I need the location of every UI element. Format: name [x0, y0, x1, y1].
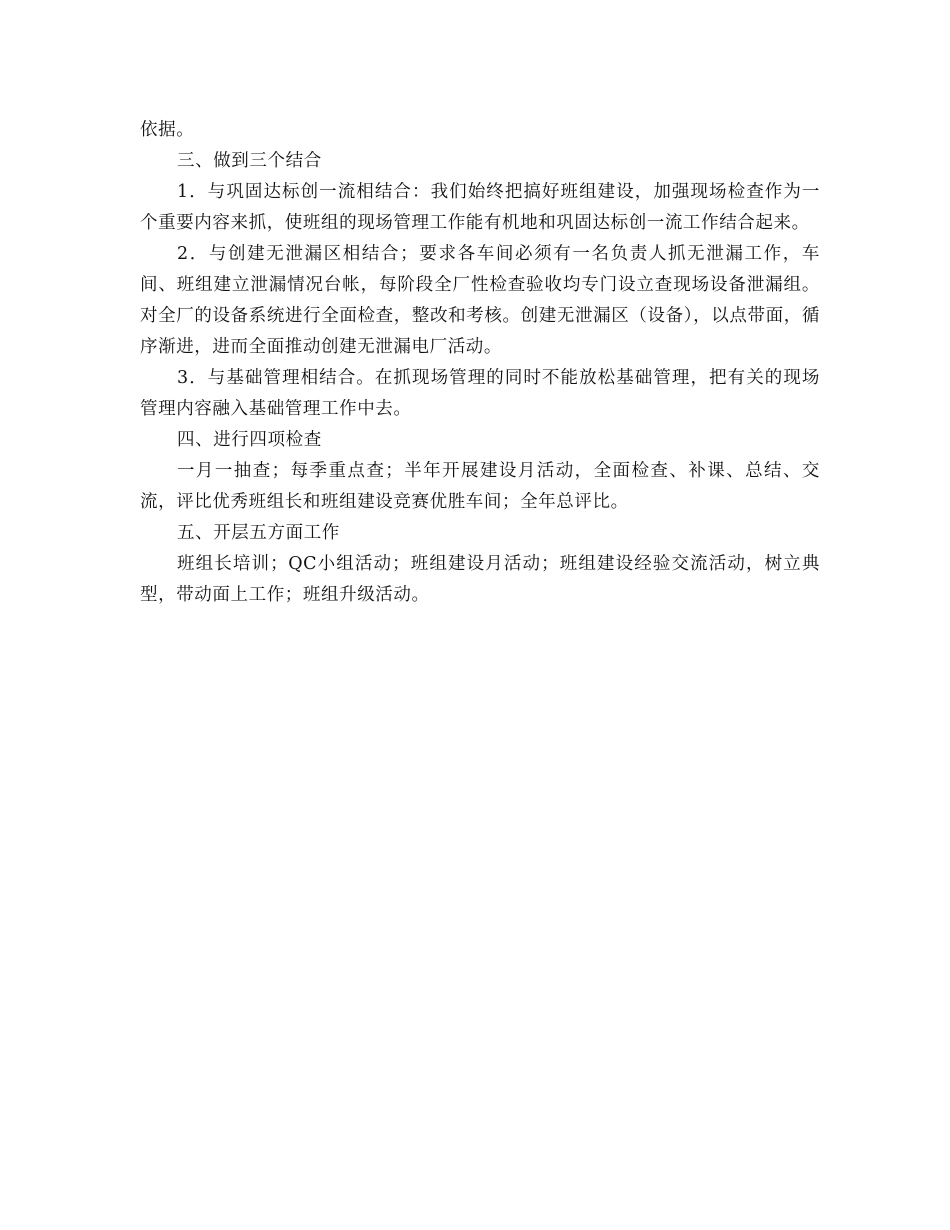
section-heading-four-inspections: 四、进行四项检查 — [177, 430, 322, 450]
paragraph-item-2: 2．与创建无泄漏区相结合；要求各车间必须有一名负责人抓无泄漏工作，车间、班组建立泄漏情况台帐，每阶段全厂性检查验收均专门设立查现场设备泄漏组。对全厂的设备系统进行全面检查，整改和考核。创建无泄漏区（设备），以点带面，循序渐进，进而全面推动创建无泄漏电厂活动。 — [140, 244, 820, 357]
section-heading-three-combinations: 三、做到三个结合 — [177, 151, 322, 171]
paragraph-item-3: 3．与基础管理相结合。在抓现场管理的同时不能放松基础管理，把有关的现场管理内容融入基础管理工作中去。 — [140, 368, 820, 419]
paragraph-continuation: 依据。 — [140, 120, 195, 140]
paragraph-item-1: 1．与巩固达标创一流相结合：我们始终把搞好班组建设，加强现场检查作为一个重要内容来抓，使班组的现场管理工作能有机地和巩固达标创一流工作结合起来。 — [140, 182, 820, 233]
paragraph-inspections: 一月一抽查；每季重点查；半年开展建设月活动，全面检查、补课、总结、交流，评比优秀班组长和班组建设竞赛优胜车间；全年总评比。 — [140, 461, 820, 512]
section-heading-five-aspects: 五、开层五方面工作 — [177, 523, 340, 543]
paragraph-five-aspects: 班组长培训；QC小组活动；班组建设月活动；班组建设经验交流活动，树立典型，带动面上工作；班组升级活动。 — [140, 554, 820, 605]
document-body — [140, 115, 820, 611]
